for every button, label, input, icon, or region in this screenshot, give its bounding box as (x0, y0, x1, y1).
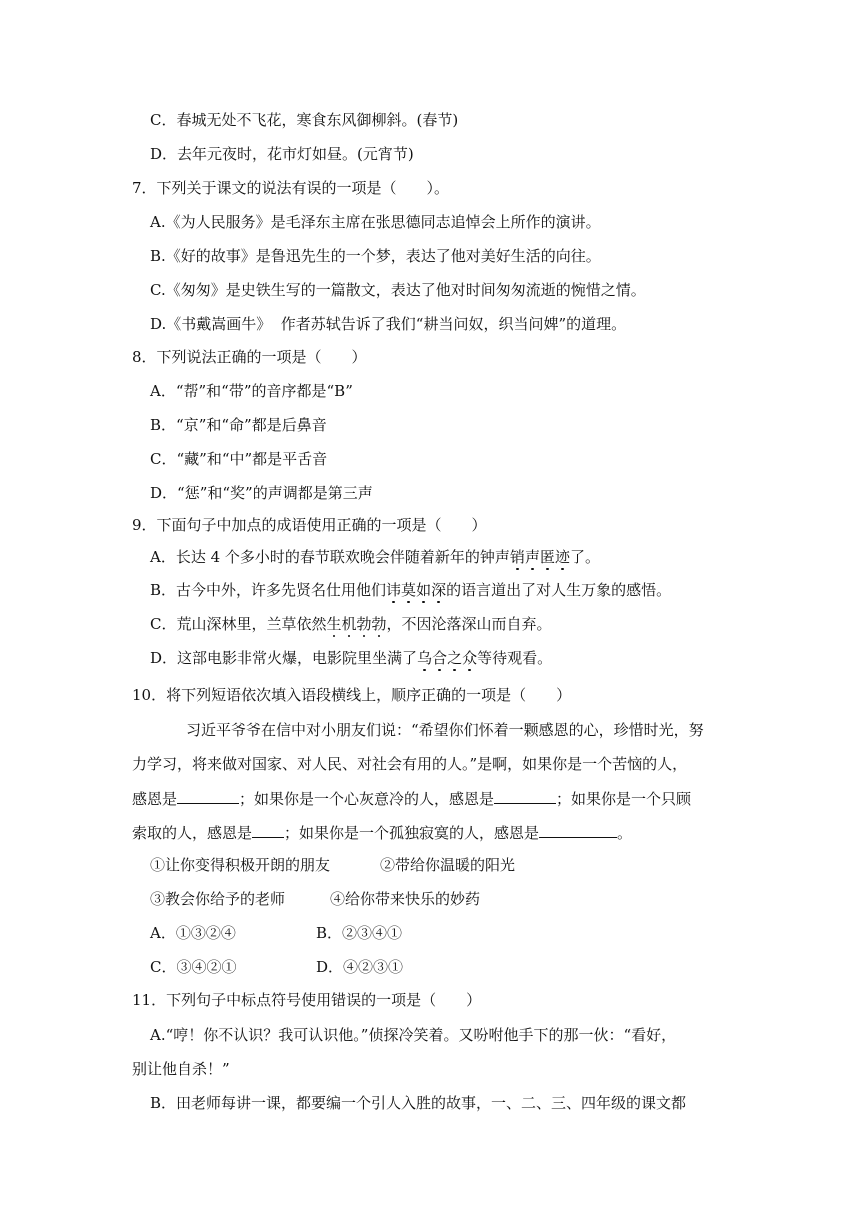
q8-stem: 8．下列说法正确的一项是（ ） (132, 348, 367, 366)
dotted-char: 莫 (401, 581, 417, 599)
dotted-char: 乌 (417, 649, 433, 667)
q11-option-a-line-2: 别让他自杀！” (132, 1060, 230, 1078)
q10-passage-line-2: 力学习，将来做对国家、对人民、对社会有用的人。”是啊，如果你是一个苦恼的人， (132, 755, 688, 773)
q9-option-b (150, 580, 671, 600)
q10-option-a: A．①③②④ (150, 924, 236, 942)
q7-stem: 7．下列关于课文的说法有误的一项是（ ）。 (132, 179, 450, 197)
q10-option-b: B．②③④① (316, 924, 403, 942)
q7-option-a: A.《为人民服务》是毛泽东主席在张思德同志追悼会上所作的演讲。 (150, 213, 601, 231)
q9-b-text-end: 的语言道出了对人生万象的感悟。 (446, 581, 672, 599)
answer-blank (177, 788, 239, 804)
q11-option-b-line-1: B．田老师每讲一课，都要编一个引人入胜的故事，一、二、三、四年级的课文都 (150, 1094, 687, 1112)
q10-option-c: C．③④②① (150, 958, 237, 976)
q7-option-d: D.《书戴嵩画牛》 作者苏轼告诉了我们“耕当问奴，织当问婢”的道理。 (150, 315, 627, 333)
dotted-char: 声 (524, 548, 540, 566)
q9-d-text: D．这部电影非常火爆，电影院里坐满了 (150, 649, 418, 667)
q9-stem: 9．下面句子中加点的成语使用正确的一项是（ ） (132, 516, 487, 534)
q10-p4c: 。 (617, 824, 633, 842)
dotted-char: 销 (509, 548, 525, 566)
q9-c-text-end: ，不因沦落深山而自弃。 (386, 615, 552, 633)
q11-option-a-line-1: A.“哼！你不认识？我可认识他。”侦探冷笑着。又吩咐他手下的那一伙：“看好， (150, 1026, 677, 1044)
dotted-char: 机 (341, 615, 357, 633)
q6-option-c: C．春城无处不飞花，寒食东风御柳斜。(春节) (150, 111, 459, 129)
q9-option-d (150, 648, 552, 668)
dotted-char: 勃 (356, 615, 372, 633)
q10-passage-line-3 (132, 788, 691, 809)
q10-p3c: ；如果你是一个只顾 (556, 790, 692, 808)
q10-phrase-1: ①让你变得积极开朗的朋友 (150, 856, 331, 874)
q9-a-text-end: 了。 (569, 548, 600, 566)
dotted-char: 合 (432, 649, 448, 667)
q7-option-c: C.《匆匆》是史铁生写的一篇散文，表达了他对时间匆匆流逝的惋惜之情。 (150, 281, 646, 299)
q9-a-text: A．长达 4 个多小时的春节联欢晚会伴随着新年的钟声 (150, 548, 510, 566)
q10-option-d: D．④②③① (316, 958, 404, 976)
q10-phrase-4: ④给你带来快乐的妙药 (330, 890, 481, 908)
q10-p3a: 感恩是 (132, 790, 178, 808)
q8-option-c: C．“藏”和“中”都是平舌音 (150, 450, 328, 468)
q9-c-text: C．荒山深林里，兰草依然 (150, 615, 327, 633)
q8-option-b: B．“京”和“命”都是后鼻音 (150, 416, 327, 434)
q10-p4b: ；如果你是一个孤独寂寞的人，感恩是 (284, 824, 540, 842)
q8-option-d: D．“惩”和“奖”的声调都是第三声 (150, 484, 373, 502)
dotted-char: 如 (416, 581, 432, 599)
dotted-char: 匿 (539, 548, 555, 566)
q10-p4a: 索取的人，感恩是 (132, 824, 253, 842)
dotted-char: 之 (447, 649, 463, 667)
q10-stem: 10．将下列短语依次填入语段横线上，顺序正确的一项是（ ） (132, 686, 572, 704)
q10-passage-line-1: 习近平爷爷在信中对小朋友们说：“希望你们怀着一颗感恩的心，珍惜时光，努 (186, 721, 704, 739)
q9-option-a (150, 547, 600, 567)
q10-passage-line-4 (132, 822, 632, 843)
answer-blank (494, 788, 556, 804)
dotted-char: 迹 (554, 548, 570, 566)
dotted-char: 讳 (386, 581, 402, 599)
q6-option-d: D．去年元夜时，花市灯如昼。(元宵节) (150, 145, 414, 163)
q8-option-a: A．“帮”和“带”的音序都是“B” (150, 382, 353, 400)
q11-stem: 11．下列句子中标点符号使用错误的一项是（ ） (132, 991, 482, 1009)
q10-phrase-3: ③教会你给予的老师 (150, 890, 286, 908)
q10-phrase-2: ②带给你温暖的阳光 (380, 856, 516, 874)
q9-b-text: B．古今中外，许多先贤名仕用他们 (150, 581, 387, 599)
answer-blank (252, 822, 284, 838)
q7-option-b: B.《好的故事》是鲁迅先生的一个梦，表达了他对美好生活的向往。 (150, 247, 601, 265)
dotted-char: 深 (431, 581, 447, 599)
q9-d-text-end: 等待观看。 (477, 649, 553, 667)
q9-option-c (150, 614, 552, 634)
q10-p3b: ；如果你是一个心灰意冷的人，感恩是 (239, 790, 495, 808)
dotted-char: 勃 (371, 615, 387, 633)
dotted-char: 众 (462, 649, 478, 667)
answer-blank (539, 822, 617, 838)
dotted-char: 生 (326, 615, 342, 633)
